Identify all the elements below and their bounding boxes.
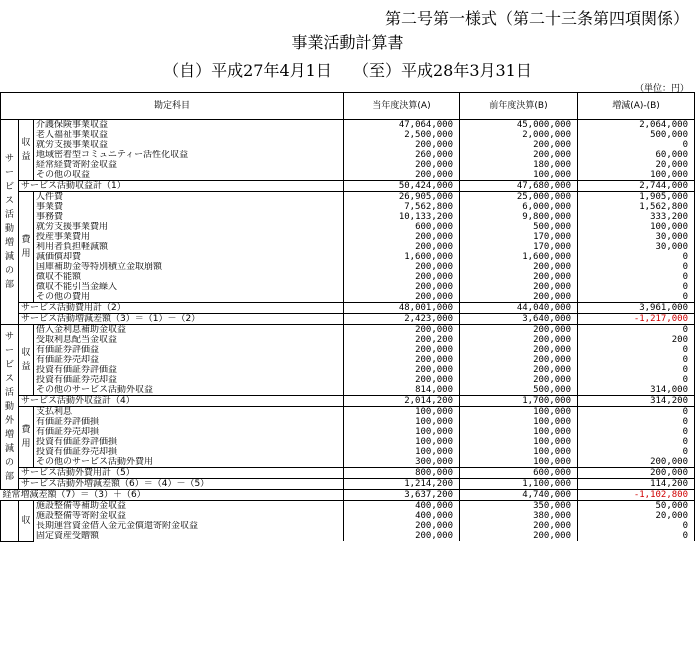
difference-row (1, 479, 695, 490)
diff-amount: 0 (578, 375, 695, 385)
previous-amount: 170,000 (460, 232, 578, 242)
col-header-previous: 前年度決算(B) (460, 93, 578, 120)
current-amount: 47,064,000 (344, 120, 460, 131)
previous-amount: 380,000 (460, 511, 578, 521)
diff-amount: 0 (578, 437, 695, 447)
diff-amount: 114,200 (578, 479, 695, 490)
diff-amount: 200,000 (578, 457, 695, 468)
previous-amount: 200,000 (460, 365, 578, 375)
table-row (1, 531, 695, 541)
account-name: 老人福祉事業収益 (34, 130, 344, 140)
previous-amount: 44,040,000 (460, 303, 578, 314)
current-amount: 7,562,800 (344, 202, 460, 212)
table-row (1, 262, 695, 272)
account-name: 減価償却費 (34, 252, 344, 262)
table-row (1, 385, 695, 396)
account-name: 利用者負担軽減額 (34, 242, 344, 252)
previous-amount: 100,000 (460, 407, 578, 418)
previous-amount: 200,000 (460, 345, 578, 355)
previous-amount: 170,000 (460, 242, 578, 252)
account-name: 投資有価証券売却損 (34, 447, 344, 457)
previous-amount: 1,600,000 (460, 252, 578, 262)
current-amount: 10,133,200 (344, 212, 460, 222)
previous-amount: 4,740,000 (460, 490, 578, 501)
table-row (1, 427, 695, 437)
account-name: 就労支援事業収益 (34, 140, 344, 150)
ordinary-difference-row (1, 490, 695, 501)
table-row (1, 447, 695, 457)
col-header-current: 当年度決算(A) (344, 93, 460, 120)
diff-amount: 0 (578, 252, 695, 262)
period-from: （自）平成27年4月1日 (163, 61, 332, 80)
diff-amount: 60,000 (578, 150, 695, 160)
table-row (1, 501, 695, 512)
previous-amount: 200,000 (460, 335, 578, 345)
previous-amount: 180,000 (460, 160, 578, 170)
diff-amount: 2,744,000 (578, 181, 695, 192)
diff-amount: 20,000 (578, 160, 695, 170)
diff-amount: 30,000 (578, 232, 695, 242)
account-name: 事務費 (34, 212, 344, 222)
previous-amount: 200,000 (460, 355, 578, 365)
previous-amount: 9,800,000 (460, 212, 578, 222)
current-amount: 200,000 (344, 355, 460, 365)
table-row (1, 292, 695, 303)
table-row (1, 222, 695, 232)
current-amount: 50,424,000 (344, 181, 460, 192)
table-row (1, 335, 695, 345)
current-amount: 200,000 (344, 282, 460, 292)
current-amount: 400,000 (344, 511, 460, 521)
table-row (1, 407, 695, 418)
table-row (1, 160, 695, 170)
section-service: サ ー ビ ス 活 動 増 減 の 部 (1, 120, 19, 325)
current-amount: 2,014,200 (344, 396, 460, 407)
previous-amount: 3,640,000 (460, 314, 578, 325)
previous-amount: 100,000 (460, 170, 578, 181)
current-amount: 200,000 (344, 272, 460, 282)
diff-amount: 0 (578, 521, 695, 531)
diff-amount: 100,000 (578, 222, 695, 232)
current-amount: 200,000 (344, 292, 460, 303)
current-amount: 200,000 (344, 531, 460, 541)
diff-amount: -1,102,800 (578, 490, 695, 501)
difference-row (1, 314, 695, 325)
document-title: 事業活動計算書 (291, 33, 404, 52)
current-amount: 300,000 (344, 457, 460, 468)
previous-amount: 500,000 (460, 385, 578, 396)
account-name: 授産事業費用 (34, 232, 344, 242)
previous-amount: 100,000 (460, 447, 578, 457)
account-name: 有価証券売却益 (34, 355, 344, 365)
diff-amount: 0 (578, 272, 695, 282)
table-row (1, 272, 695, 282)
previous-amount: 200,000 (460, 272, 578, 282)
difference-label: 経常増減差額（7）＝（3）＋（6） (1, 490, 344, 501)
subtotal-label: サービス活動外収益計（4） (19, 396, 344, 407)
previous-amount: 1,700,000 (460, 396, 578, 407)
table-row (1, 170, 695, 181)
account-name: 支払利息 (34, 407, 344, 418)
current-amount: 100,000 (344, 447, 460, 457)
table-row (1, 457, 695, 468)
subtotal-label: サービス活動外費用計（5） (19, 468, 344, 479)
subtotal-row (1, 303, 695, 314)
diff-amount: 0 (578, 325, 695, 336)
previous-amount: 200,000 (460, 140, 578, 150)
current-amount: 400,000 (344, 501, 460, 512)
diff-amount: 0 (578, 407, 695, 418)
table-header-row (1, 93, 695, 120)
diff-amount: 0 (578, 345, 695, 355)
account-name: 事業費 (34, 202, 344, 212)
table-row (1, 282, 695, 292)
current-amount: 814,000 (344, 385, 460, 396)
current-amount: 800,000 (344, 468, 460, 479)
diff-amount: 0 (578, 365, 695, 375)
current-amount: 200,200 (344, 335, 460, 345)
previous-amount: 200,000 (460, 282, 578, 292)
subsection-service-income: 収 益 (19, 120, 34, 181)
diff-amount: 500,000 (578, 130, 695, 140)
difference-label: サービス活動外増減差額（6）＝（4）－（5） (19, 479, 344, 490)
previous-amount: 200,000 (460, 150, 578, 160)
difference-label: サービス活動増減差額（3）＝（1）－（2） (19, 314, 344, 325)
account-name: 有価証券売却損 (34, 427, 344, 437)
current-amount: 600,000 (344, 222, 460, 232)
previous-amount: 45,000,000 (460, 120, 578, 131)
table-row (1, 325, 695, 336)
diff-amount: 3,961,000 (578, 303, 695, 314)
account-name: その他の収益 (34, 170, 344, 181)
table-row (1, 150, 695, 160)
diff-amount: 1,562,800 (578, 202, 695, 212)
previous-amount: 200,000 (460, 375, 578, 385)
table-row (1, 511, 695, 521)
table-row (1, 242, 695, 252)
account-name: 地域密着型コミュニティー活性化収益 (34, 150, 344, 160)
diff-amount: 0 (578, 447, 695, 457)
table-row (1, 417, 695, 427)
diff-amount: 314,200 (578, 396, 695, 407)
account-name: その他の費用 (34, 292, 344, 303)
account-name: 徴収不能額 (34, 272, 344, 282)
subtotal-label: サービス活動収益計（1） (19, 181, 344, 192)
account-name: 投資有価証券評価損 (34, 437, 344, 447)
previous-amount: 47,680,000 (460, 181, 578, 192)
current-amount: 200,000 (344, 375, 460, 385)
table-row (1, 130, 695, 140)
table-row (1, 120, 695, 131)
current-amount: 100,000 (344, 427, 460, 437)
account-name: その他のサービス活動外収益 (34, 385, 344, 396)
diff-amount: 333,200 (578, 212, 695, 222)
form-title: 第二号第一様式（第二十三条第四項関係） (384, 9, 689, 28)
account-name: 固定資産受贈額 (34, 531, 344, 541)
previous-amount: 100,000 (460, 457, 578, 468)
account-name: 人件費 (34, 192, 344, 203)
current-amount: 100,000 (344, 417, 460, 427)
account-name: 有価証券評価損 (34, 417, 344, 427)
previous-amount: 200,000 (460, 325, 578, 336)
section-special (1, 501, 19, 542)
col-header-item: 勘定科目 (1, 93, 344, 120)
account-name: その他のサービス活動外費用 (34, 457, 344, 468)
diff-amount: -1,217,000 (578, 314, 695, 325)
account-name: 借入金利息補助金収益 (34, 325, 344, 336)
diff-amount: 200,000 (578, 468, 695, 479)
current-amount: 2,500,000 (344, 130, 460, 140)
account-name: 徴収不能引当金繰入 (34, 282, 344, 292)
subsection-special-income: 収 (19, 501, 34, 542)
previous-amount: 100,000 (460, 427, 578, 437)
current-amount: 200,000 (344, 160, 460, 170)
subtotal-label: サービス活動費用計（2） (19, 303, 344, 314)
subtotal-row (1, 396, 695, 407)
table-row (1, 232, 695, 242)
table-row (1, 375, 695, 385)
account-name: 施設整備等寄附金収益 (34, 511, 344, 521)
current-amount: 200,000 (344, 170, 460, 181)
diff-amount: 0 (578, 531, 695, 541)
current-amount: 200,000 (344, 521, 460, 531)
table-row (1, 437, 695, 447)
current-amount: 200,000 (344, 232, 460, 242)
subsection-nonservice-income: 収 益 (19, 325, 34, 396)
account-name: 投資有価証券売却益 (34, 375, 344, 385)
diff-amount: 200 (578, 335, 695, 345)
current-amount: 26,905,000 (344, 192, 460, 203)
account-name: 長期運営資金借入金元金償還寄附金収益 (34, 521, 344, 531)
table-body (1, 120, 695, 542)
current-amount: 260,000 (344, 150, 460, 160)
current-amount: 1,600,000 (344, 252, 460, 262)
diff-amount: 100,000 (578, 170, 695, 181)
subsection-nonservice-expense: 費 用 (19, 407, 34, 468)
account-name: 経常経費寄附金収益 (34, 160, 344, 170)
account-name: 有価証券評価益 (34, 345, 344, 355)
table-row (1, 212, 695, 222)
table-row (1, 140, 695, 150)
table-row (1, 355, 695, 365)
diff-amount: 20,000 (578, 511, 695, 521)
account-name: 介護保険事業収益 (34, 120, 344, 131)
previous-amount: 200,000 (460, 292, 578, 303)
diff-amount: 0 (578, 262, 695, 272)
diff-amount: 50,000 (578, 501, 695, 512)
previous-amount: 100,000 (460, 417, 578, 427)
table-row (1, 252, 695, 262)
period-to: （至）平成28年3月31日 (352, 61, 532, 80)
account-name: 国庫補助金等特別積立金取崩額 (34, 262, 344, 272)
current-amount: 48,001,000 (344, 303, 460, 314)
diff-amount: 314,000 (578, 385, 695, 396)
account-name: 投資有価証券評価益 (34, 365, 344, 375)
account-name: 就労支援事業費用 (34, 222, 344, 232)
current-amount: 200,000 (344, 140, 460, 150)
diff-amount: 0 (578, 427, 695, 437)
diff-amount: 0 (578, 355, 695, 365)
previous-amount: 600,000 (460, 468, 578, 479)
current-amount: 100,000 (344, 437, 460, 447)
previous-amount: 500,000 (460, 222, 578, 232)
subsection-service-expense: 費 用 (19, 192, 34, 303)
diff-amount: 0 (578, 292, 695, 303)
table-row (1, 192, 695, 203)
current-amount: 200,000 (344, 345, 460, 355)
previous-amount: 1,100,000 (460, 479, 578, 490)
current-amount: 2,423,000 (344, 314, 460, 325)
previous-amount: 200,000 (460, 262, 578, 272)
previous-amount: 200,000 (460, 531, 578, 541)
diff-amount: 0 (578, 282, 695, 292)
table-row (1, 345, 695, 355)
previous-amount: 6,000,000 (460, 202, 578, 212)
previous-amount: 200,000 (460, 521, 578, 531)
table-row (1, 365, 695, 375)
diff-amount: 1,905,000 (578, 192, 695, 203)
fiscal-period (0, 58, 695, 81)
current-amount: 100,000 (344, 407, 460, 418)
previous-amount: 350,000 (460, 501, 578, 512)
current-amount: 1,214,200 (344, 479, 460, 490)
diff-amount: 2,064,000 (578, 120, 695, 131)
table-row (1, 202, 695, 212)
current-amount: 200,000 (344, 262, 460, 272)
current-amount: 200,000 (344, 242, 460, 252)
diff-amount: 30,000 (578, 242, 695, 252)
subtotal-row (1, 468, 695, 479)
current-amount: 200,000 (344, 365, 460, 375)
unit-label: （単位：円） (634, 84, 689, 94)
previous-amount: 100,000 (460, 437, 578, 447)
activity-statement-table (0, 92, 695, 542)
account-name: 施設整備等補助金収益 (34, 501, 344, 512)
previous-amount: 2,000,000 (460, 130, 578, 140)
account-name: 受取利息配当金収益 (34, 335, 344, 345)
col-header-diff: 増減(A)-(B) (578, 93, 695, 120)
current-amount: 3,637,200 (344, 490, 460, 501)
diff-amount: 0 (578, 140, 695, 150)
diff-amount: 0 (578, 417, 695, 427)
current-amount: 200,000 (344, 325, 460, 336)
previous-amount: 25,000,000 (460, 192, 578, 203)
subtotal-row (1, 181, 695, 192)
table-row (1, 521, 695, 531)
section-nonservice: サ ー ビ ス 活 動 外 増 減 の 部 (1, 325, 19, 490)
